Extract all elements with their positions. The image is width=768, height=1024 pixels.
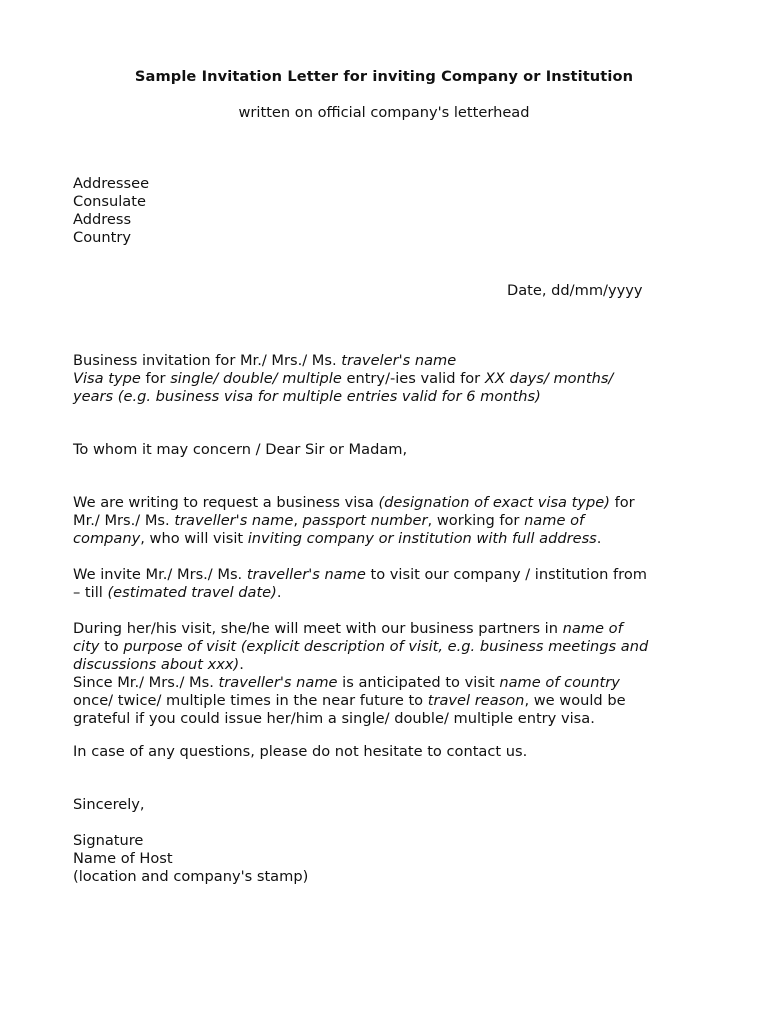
paragraph-visit-details <box>73 620 703 728</box>
para1-line-3: company, who will visit inviting company or institution with full address. <box>73 530 602 547</box>
letter-date: Date, dd/mm/yyyy <box>507 282 643 299</box>
para3-line-6: grateful if you could issue her/him a single/ double/ multiple entry visa. <box>73 710 595 727</box>
salutation: To whom it may concern / Dear Sir or Madam, <box>73 441 408 458</box>
document-title: Sample Invitation Letter for inviting Company or Institution <box>134 68 634 85</box>
host-name-label: Name of Host <box>73 850 173 867</box>
address-line-address: Address <box>73 211 132 228</box>
para1-line-1: We are writing to request a business visa (designation of exact visa type) for <box>73 494 635 511</box>
para1-line-2: Mr./ Mrs./ Ms. traveller's name, passport number, working for name of <box>73 512 585 529</box>
address-line-country: Country <box>73 229 131 246</box>
paragraph-contact: In case of any questions, please do not hesitate to contact us. <box>73 743 528 760</box>
para3-line-2: city to purpose of visit (explicit description of visit, e.g. business meetings and <box>73 638 649 655</box>
closing-sincerely: Sincerely, <box>73 796 145 813</box>
stamp-label: (location and company's stamp) <box>73 868 309 885</box>
para3-line-4: Since Mr./ Mrs./ Ms. traveller's name is anticipated to visit name of country <box>73 674 620 691</box>
address-line-addressee: Addressee <box>73 175 150 192</box>
paragraph-visa-request <box>73 494 703 548</box>
subject-line-3: years (e.g. business visa for multiple entries valid for 6 months) <box>73 388 541 405</box>
address-line-consulate: Consulate <box>73 193 146 210</box>
document-subtitle: written on official company's letterhead <box>238 104 530 121</box>
signature-label: Signature <box>73 832 144 849</box>
signature-block <box>73 832 703 886</box>
paragraph-invitation <box>73 566 703 602</box>
address-block <box>73 175 703 247</box>
para2-line-2: – till (estimated travel date). <box>73 584 282 601</box>
para3-line-1: During her/his visit, she/he will meet with our business partners in name of <box>73 620 623 637</box>
para3-line-5: once/ twice/ multiple times in the near future to travel reason, we would be <box>73 692 626 709</box>
subject-line-2: Visa type for single/ double/ multiple entry/-ies valid for XX days/ months/ <box>73 370 614 387</box>
para2-line-1: We invite Mr./ Mrs./ Ms. traveller's name to visit our company / institution from <box>73 566 647 583</box>
subject-line-1: Business invitation for Mr./ Mrs./ Ms. traveler's name <box>73 352 457 369</box>
subject-block <box>73 352 703 406</box>
para3-line-3: discussions about xxx). <box>73 656 244 673</box>
